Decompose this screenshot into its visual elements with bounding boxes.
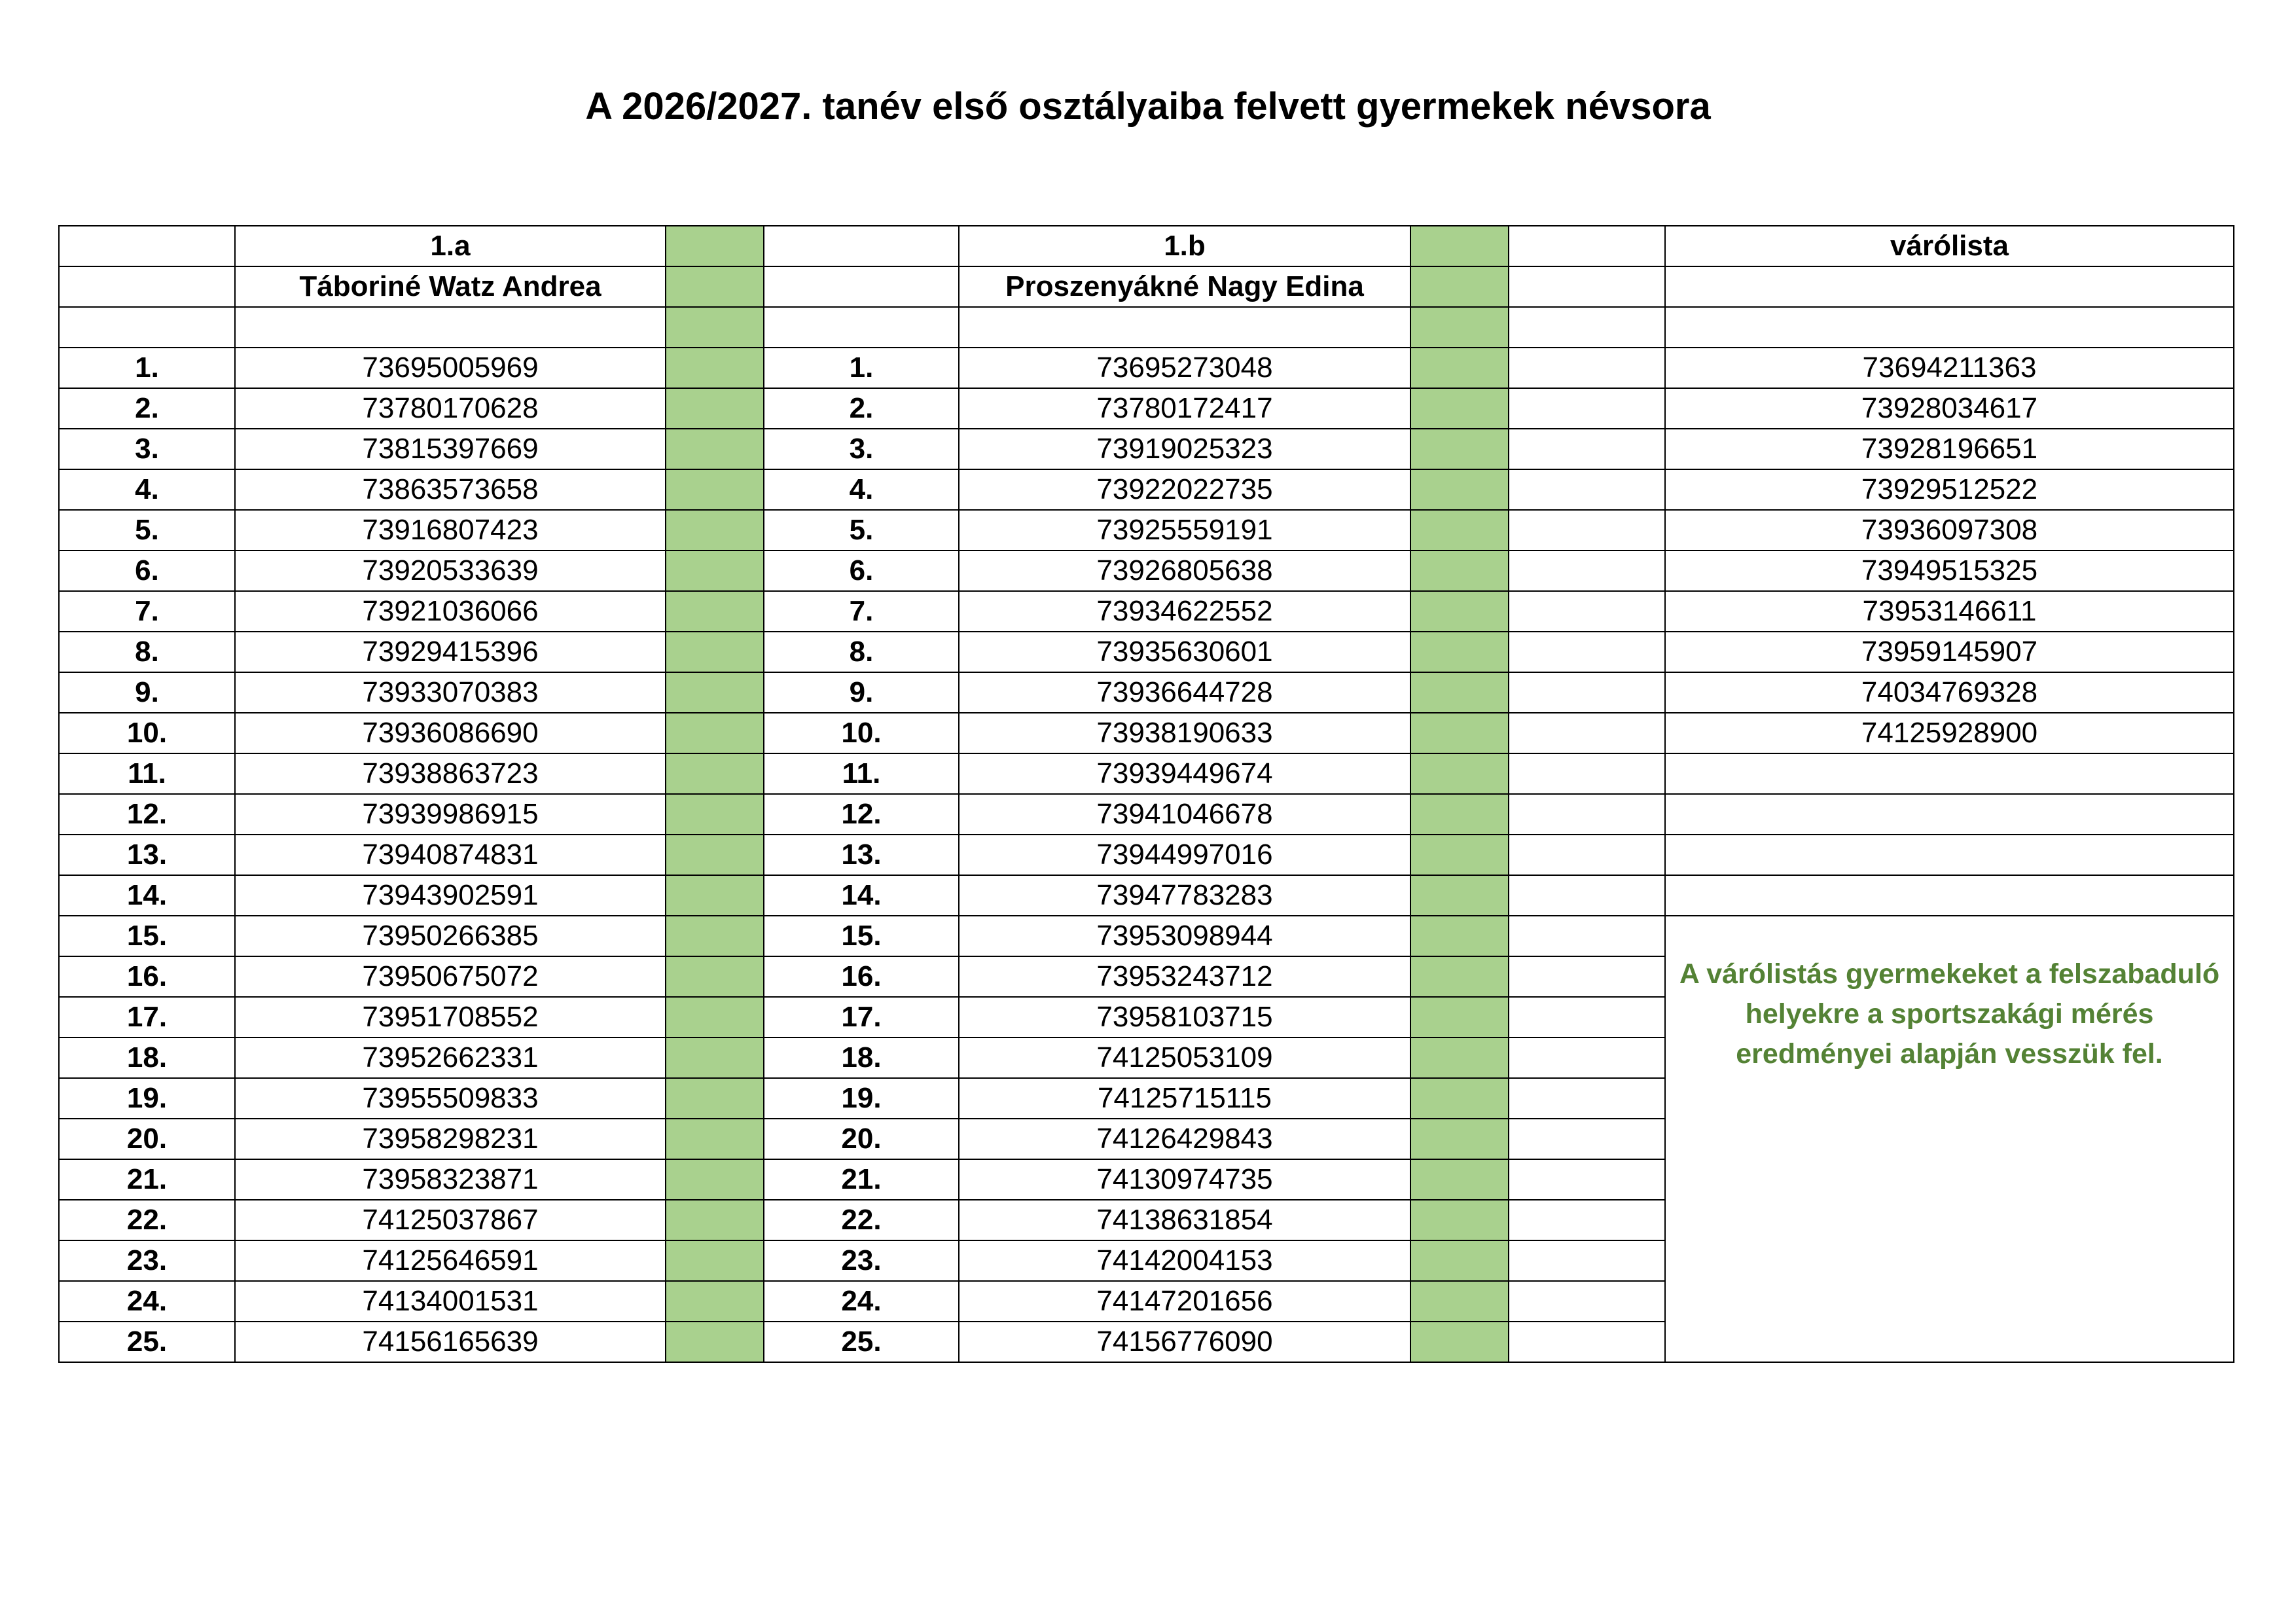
class-b-student-id: 73939449674 (959, 753, 1410, 794)
class-b-row-number: 20. (764, 1119, 959, 1159)
class-a-row-number: 14. (59, 875, 235, 916)
green-separator (666, 1322, 764, 1362)
green-separator (1410, 997, 1509, 1038)
waitlist-student-id: 73936097308 (1665, 510, 2234, 550)
class-b-student-id: 74130974735 (959, 1159, 1410, 1200)
class-a-row-number: 15. (59, 916, 235, 956)
waitlist-student-id: 73959145907 (1665, 632, 2234, 672)
class-a-student-id: 74134001531 (235, 1281, 666, 1322)
class-a-row-number: 7. (59, 591, 235, 632)
green-separator (1410, 1078, 1509, 1119)
class-b-student-id: 74142004153 (959, 1240, 1410, 1281)
class-a-row-number: 18. (59, 1038, 235, 1078)
class-a-row-number: 21. (59, 1159, 235, 1200)
table-row (59, 388, 2234, 429)
class-a-student-id: 74125646591 (235, 1240, 666, 1281)
empty-cell (1509, 388, 1665, 429)
empty-cell (1509, 835, 1665, 875)
class-b-student-id: 73936644728 (959, 672, 1410, 713)
class-a-student-id: 74125037867 (235, 1200, 666, 1240)
class-b-student-id: 73953098944 (959, 916, 1410, 956)
green-separator (1410, 1038, 1509, 1078)
class-b-student-id: 74147201656 (959, 1281, 1410, 1322)
green-separator (1410, 835, 1509, 875)
class-a-row-number: 19. (59, 1078, 235, 1119)
class-b-header: 1.b (959, 226, 1410, 266)
green-separator (666, 510, 764, 550)
class-b-student-id: 73953243712 (959, 956, 1410, 997)
class-b-row-number: 12. (764, 794, 959, 835)
class-b-row-number: 16. (764, 956, 959, 997)
empty-cell (1509, 1322, 1665, 1362)
green-separator (666, 1200, 764, 1240)
waitlist-note: A várólistás gyermekeket a felszabaduló helyekre a sportszakági mérés eredményei alapján vesszük fel. (1665, 916, 2234, 1362)
green-separator (666, 997, 764, 1038)
green-separator (1410, 388, 1509, 429)
green-separator (1410, 429, 1509, 469)
class-a-row-number: 20. (59, 1119, 235, 1159)
empty-cell (959, 307, 1410, 348)
empty-cell (1509, 510, 1665, 550)
class-b-student-id: 73780172417 (959, 388, 1410, 429)
class-b-row-number: 23. (764, 1240, 959, 1281)
green-separator (1410, 875, 1509, 916)
green-separator (1410, 226, 1509, 266)
class-a-row-number: 4. (59, 469, 235, 510)
table-row (59, 469, 2234, 510)
green-separator (1410, 794, 1509, 835)
green-separator (666, 672, 764, 713)
class-b-row-number: 22. (764, 1200, 959, 1240)
empty-cell (1509, 997, 1665, 1038)
class-b-row-number: 18. (764, 1038, 959, 1078)
waitlist-header: várólista (1665, 226, 2234, 266)
header-row-teacher (59, 266, 2234, 307)
class-a-row-number: 2. (59, 388, 235, 429)
class-b-row-number: 6. (764, 550, 959, 591)
header-row-class (59, 226, 2234, 266)
waitlist-student-id: 73949515325 (1665, 550, 2234, 591)
page-title: A 2026/2027. tanév első osztályaiba felvett gyermekek névsora (585, 85, 1711, 128)
class-b-student-id: 73695273048 (959, 348, 1410, 388)
empty-cell (1665, 307, 2234, 348)
class-a-student-id: 73916807423 (235, 510, 666, 550)
empty-cell (1509, 266, 1665, 307)
empty-cell (1509, 348, 1665, 388)
green-separator (666, 550, 764, 591)
class-a-student-id: 73780170628 (235, 388, 666, 429)
empty-cell (1509, 307, 1665, 348)
class-a-student-id: 73940874831 (235, 835, 666, 875)
table-row (59, 510, 2234, 550)
class-a-row-number: 17. (59, 997, 235, 1038)
green-separator (666, 632, 764, 672)
class-a-student-id: 73950675072 (235, 956, 666, 997)
table-row (59, 875, 2234, 916)
empty-cell (235, 307, 666, 348)
green-separator (666, 875, 764, 916)
green-separator (1410, 1119, 1509, 1159)
class-a-row-number: 24. (59, 1281, 235, 1322)
green-separator (1410, 266, 1509, 307)
class-a-teacher: Táboriné Watz Andrea (235, 266, 666, 307)
class-a-row-number: 9. (59, 672, 235, 713)
empty-cell (764, 307, 959, 348)
class-a-row-number: 12. (59, 794, 235, 835)
green-separator (1410, 1322, 1509, 1362)
empty-cell (764, 266, 959, 307)
class-b-student-id: 73925559191 (959, 510, 1410, 550)
class-a-student-id: 73952662331 (235, 1038, 666, 1078)
empty-cell (1509, 469, 1665, 510)
class-b-row-number: 5. (764, 510, 959, 550)
table-row (59, 672, 2234, 713)
green-separator (1410, 591, 1509, 632)
class-a-student-id: 73920533639 (235, 550, 666, 591)
class-a-row-number: 25. (59, 1322, 235, 1362)
class-a-row-number: 5. (59, 510, 235, 550)
green-separator (1410, 632, 1509, 672)
class-a-student-id: 73958323871 (235, 1159, 666, 1200)
green-separator (1410, 1159, 1509, 1200)
class-b-student-id: 74125053109 (959, 1038, 1410, 1078)
class-a-row-number: 3. (59, 429, 235, 469)
class-b-row-number: 10. (764, 713, 959, 753)
class-b-row-number: 25. (764, 1322, 959, 1362)
empty-cell (59, 226, 235, 266)
admission-table (58, 225, 2234, 1363)
empty-cell (59, 307, 235, 348)
green-separator (1410, 348, 1509, 388)
green-separator (666, 469, 764, 510)
green-separator (666, 1240, 764, 1281)
class-b-teacher: Proszenyákné Nagy Edina (959, 266, 1410, 307)
waitlist-student-id: 73928034617 (1665, 388, 2234, 429)
class-a-student-id: 73943902591 (235, 875, 666, 916)
class-b-student-id: 73935630601 (959, 632, 1410, 672)
class-b-student-id: 73958103715 (959, 997, 1410, 1038)
class-b-row-number: 4. (764, 469, 959, 510)
class-b-row-number: 24. (764, 1281, 959, 1322)
class-a-student-id: 73951708552 (235, 997, 666, 1038)
waitlist-student-id: 73694211363 (1665, 348, 2234, 388)
green-separator (1410, 916, 1509, 956)
waitlist-student-id (1665, 753, 2234, 794)
table-row (59, 794, 2234, 835)
green-separator (1410, 1240, 1509, 1281)
class-b-student-id: 74126429843 (959, 1119, 1410, 1159)
table-row (59, 835, 2234, 875)
table-row (59, 550, 2234, 591)
empty-cell (764, 226, 959, 266)
empty-cell (59, 266, 235, 307)
class-a-row-number: 23. (59, 1240, 235, 1281)
green-separator (666, 1119, 764, 1159)
green-separator (666, 226, 764, 266)
empty-cell (1509, 550, 1665, 591)
class-b-row-number: 14. (764, 875, 959, 916)
green-separator (666, 1281, 764, 1322)
empty-cell (1509, 916, 1665, 956)
class-a-row-number: 1. (59, 348, 235, 388)
class-b-student-id: 73944997016 (959, 835, 1410, 875)
empty-cell (1509, 753, 1665, 794)
empty-cell (1509, 875, 1665, 916)
class-a-header: 1.a (235, 226, 666, 266)
spacer-row (59, 307, 2234, 348)
class-b-row-number: 2. (764, 388, 959, 429)
class-b-student-id: 73947783283 (959, 875, 1410, 916)
class-b-row-number: 13. (764, 835, 959, 875)
class-b-row-number: 21. (764, 1159, 959, 1200)
class-b-row-number: 3. (764, 429, 959, 469)
class-a-student-id: 73938863723 (235, 753, 666, 794)
green-separator (666, 307, 764, 348)
empty-cell (1509, 1159, 1665, 1200)
green-separator (1410, 1281, 1509, 1322)
waitlist-student-id (1665, 794, 2234, 835)
empty-cell (1509, 1281, 1665, 1322)
empty-cell (1509, 1078, 1665, 1119)
class-b-student-id: 74138631854 (959, 1200, 1410, 1240)
green-separator (1410, 307, 1509, 348)
table-row (59, 753, 2234, 794)
empty-cell (1509, 794, 1665, 835)
class-b-student-id: 73919025323 (959, 429, 1410, 469)
class-a-row-number: 6. (59, 550, 235, 591)
empty-cell (1509, 1240, 1665, 1281)
green-separator (666, 1038, 764, 1078)
class-b-row-number: 9. (764, 672, 959, 713)
empty-cell (1509, 672, 1665, 713)
empty-cell (1509, 1119, 1665, 1159)
waitlist-student-id (1665, 875, 2234, 916)
green-separator (666, 1159, 764, 1200)
green-separator (666, 388, 764, 429)
green-separator (1410, 1200, 1509, 1240)
green-separator (666, 1078, 764, 1119)
empty-cell (1509, 429, 1665, 469)
green-separator (666, 713, 764, 753)
table-row (59, 916, 2234, 956)
waitlist-student-id (1665, 835, 2234, 875)
class-b-row-number: 11. (764, 753, 959, 794)
green-separator (1410, 469, 1509, 510)
class-b-row-number: 17. (764, 997, 959, 1038)
class-a-student-id: 73955509833 (235, 1078, 666, 1119)
class-a-row-number: 16. (59, 956, 235, 997)
class-b-student-id: 73938190633 (959, 713, 1410, 753)
empty-cell (1509, 956, 1665, 997)
table-row (59, 713, 2234, 753)
empty-cell (1509, 1200, 1665, 1240)
empty-cell (1509, 226, 1665, 266)
green-separator (1410, 956, 1509, 997)
table-row (59, 429, 2234, 469)
class-a-student-id: 73933070383 (235, 672, 666, 713)
waitlist-student-id: 74034769328 (1665, 672, 2234, 713)
table-row (59, 632, 2234, 672)
green-separator (1410, 753, 1509, 794)
green-separator (666, 348, 764, 388)
class-a-student-id: 73950266385 (235, 916, 666, 956)
class-a-row-number: 22. (59, 1200, 235, 1240)
waitlist-student-id: 74125928900 (1665, 713, 2234, 753)
green-separator (666, 956, 764, 997)
class-a-row-number: 11. (59, 753, 235, 794)
empty-cell (1509, 591, 1665, 632)
waitlist-student-id: 73929512522 (1665, 469, 2234, 510)
waitlist-student-id: 73953146611 (1665, 591, 2234, 632)
class-a-student-id: 73929415396 (235, 632, 666, 672)
class-a-row-number: 10. (59, 713, 235, 753)
class-a-student-id: 73695005969 (235, 348, 666, 388)
class-a-student-id: 74156165639 (235, 1322, 666, 1362)
class-a-student-id: 73921036066 (235, 591, 666, 632)
table-row (59, 591, 2234, 632)
class-a-student-id: 73939986915 (235, 794, 666, 835)
green-separator (666, 429, 764, 469)
green-separator (666, 266, 764, 307)
empty-cell (1665, 266, 2234, 307)
class-b-row-number: 15. (764, 916, 959, 956)
class-a-row-number: 13. (59, 835, 235, 875)
empty-cell (1509, 1038, 1665, 1078)
class-a-student-id: 73958298231 (235, 1119, 666, 1159)
class-a-student-id: 73815397669 (235, 429, 666, 469)
green-separator (1410, 510, 1509, 550)
class-b-student-id: 73941046678 (959, 794, 1410, 835)
class-b-row-number: 7. (764, 591, 959, 632)
empty-cell (1509, 713, 1665, 753)
class-b-student-id: 74156776090 (959, 1322, 1410, 1362)
green-separator (666, 835, 764, 875)
class-b-row-number: 19. (764, 1078, 959, 1119)
class-b-student-id: 74125715115 (959, 1078, 1410, 1119)
green-separator (666, 794, 764, 835)
waitlist-student-id: 73928196651 (1665, 429, 2234, 469)
class-a-row-number: 8. (59, 632, 235, 672)
class-b-student-id: 73922022735 (959, 469, 1410, 510)
green-separator (666, 591, 764, 632)
green-separator (666, 916, 764, 956)
class-b-row-number: 1. (764, 348, 959, 388)
empty-cell (1509, 632, 1665, 672)
green-separator (1410, 550, 1509, 591)
table-row (59, 348, 2234, 388)
green-separator (1410, 713, 1509, 753)
class-b-student-id: 73934622552 (959, 591, 1410, 632)
class-b-row-number: 8. (764, 632, 959, 672)
class-a-student-id: 73936086690 (235, 713, 666, 753)
green-separator (666, 753, 764, 794)
class-b-student-id: 73926805638 (959, 550, 1410, 591)
green-separator (1410, 672, 1509, 713)
class-a-student-id: 73863573658 (235, 469, 666, 510)
